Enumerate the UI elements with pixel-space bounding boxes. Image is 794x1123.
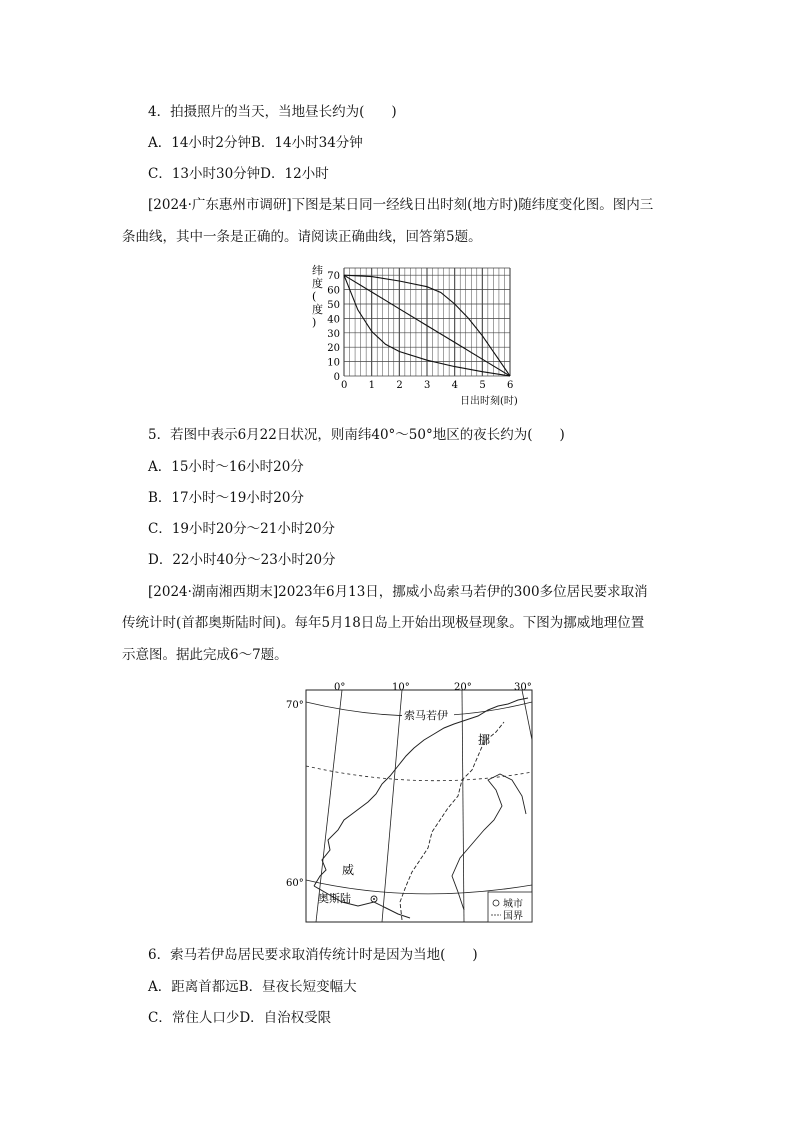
q5-option-c: C．19小时20分～21小时20分: [148, 521, 336, 537]
q5-option-b: B．17小时～19小时20分: [148, 490, 304, 506]
q5-option-d: D．22小时40分～23小时20分: [148, 552, 336, 568]
y-axis-label-char: ): [312, 316, 317, 329]
y-tick-label: 70: [327, 271, 340, 283]
meridian-10: [382, 690, 402, 922]
intro1-line2: 条曲线，其中一条是正确的。请阅读正确曲线，回答第5题。: [122, 229, 482, 245]
capital-city-dot: [373, 898, 375, 900]
lon-label-10: 10°: [392, 682, 410, 693]
y-tick-label: 30: [327, 328, 340, 340]
q5-stem: 5．若图中表示6月22日状况，则南纬40°～50°地区的夜长约为( ): [148, 427, 565, 443]
q6-stem: 6．索马若伊岛居民要求取消传统计时是因为当地( ): [148, 947, 478, 963]
norway-map-svg: [282, 680, 536, 926]
y-tick-label: 0: [333, 372, 340, 383]
y-tick-label: 60: [327, 285, 340, 297]
q5-option-a: A．15小时～16小时20分: [148, 459, 304, 475]
norway-map: [282, 680, 536, 926]
arctic-circle: [306, 766, 532, 781]
q4-stem: 4．拍摄照片的当天，当地昼长约为( ): [148, 104, 397, 120]
capital-label: 奥斯陆: [318, 892, 351, 905]
intro1-line1: [2024·广东惠州市调研]下图是某日同一经线日出时刻(地方时)随纬度变化图。图内三: [148, 197, 654, 213]
intro2-line2: 传统计时(首都奥斯陆时间)。每年5月18日岛上开始出现极昼现象。下图为挪威地理位置: [122, 615, 645, 631]
x-tick-label: 1: [368, 380, 376, 391]
y-axis-label-char: 度: [312, 303, 323, 316]
national-border: [400, 722, 504, 920]
country-label-2: 威: [342, 863, 355, 877]
q4-options-ab: A．14小时2分钟B．14小时34分钟: [148, 135, 363, 151]
lon-label-20: 20°: [454, 682, 472, 693]
legend-city-label: 城市: [503, 899, 523, 910]
y-tick-label: 10: [327, 357, 340, 369]
x-tick-label: 6: [507, 380, 514, 391]
x-tick-label: 3: [424, 380, 431, 391]
meridian-0: [316, 690, 342, 922]
q6-options-ab: A．距离首都远B．昼夜长短变幅大: [148, 979, 357, 995]
y-tick-label: 20: [327, 343, 340, 355]
intro2-line3: 示意图。据此完成6～7题。: [122, 647, 288, 663]
y-axis-label-char: (: [312, 290, 317, 303]
y-axis-label-char: 纬: [312, 264, 323, 277]
meridian-30: [522, 690, 532, 740]
intro2-line1: [2024·湖南湘西期末]2023年6月13日，挪威小岛索马若伊的300多位居民要求取消: [148, 584, 648, 600]
island-label: 索马若伊: [404, 709, 448, 722]
y-tick-label: 40: [327, 314, 340, 326]
lon-label-0: 0°: [334, 682, 346, 693]
q4-options-cd: C．13小时30分钟D．12小时: [148, 166, 329, 182]
q6-options-cd: C．常住人口少D．自治权受限: [148, 1010, 332, 1026]
x-tick-label: 2: [396, 380, 403, 391]
x-axis-label: 日出时刻(时): [460, 396, 518, 407]
lon-label-30: 30°: [514, 682, 532, 693]
country-label-1: 挪: [478, 733, 491, 747]
y-axis-label-char: 度: [312, 277, 323, 290]
x-tick-label: 0: [341, 380, 348, 391]
legend-border-label: 国界: [503, 911, 523, 922]
map-frame: [306, 690, 532, 922]
x-tick-label: 4: [451, 380, 459, 391]
lat-label-60: 60°: [286, 878, 304, 889]
lat-label-70: 70°: [286, 700, 304, 711]
sunrise-chart: [300, 258, 530, 413]
sunrise-chart-svg: [300, 258, 530, 413]
x-tick-label: 5: [479, 380, 486, 391]
y-tick-label: 50: [327, 300, 340, 311]
meridian-20: [462, 690, 464, 922]
